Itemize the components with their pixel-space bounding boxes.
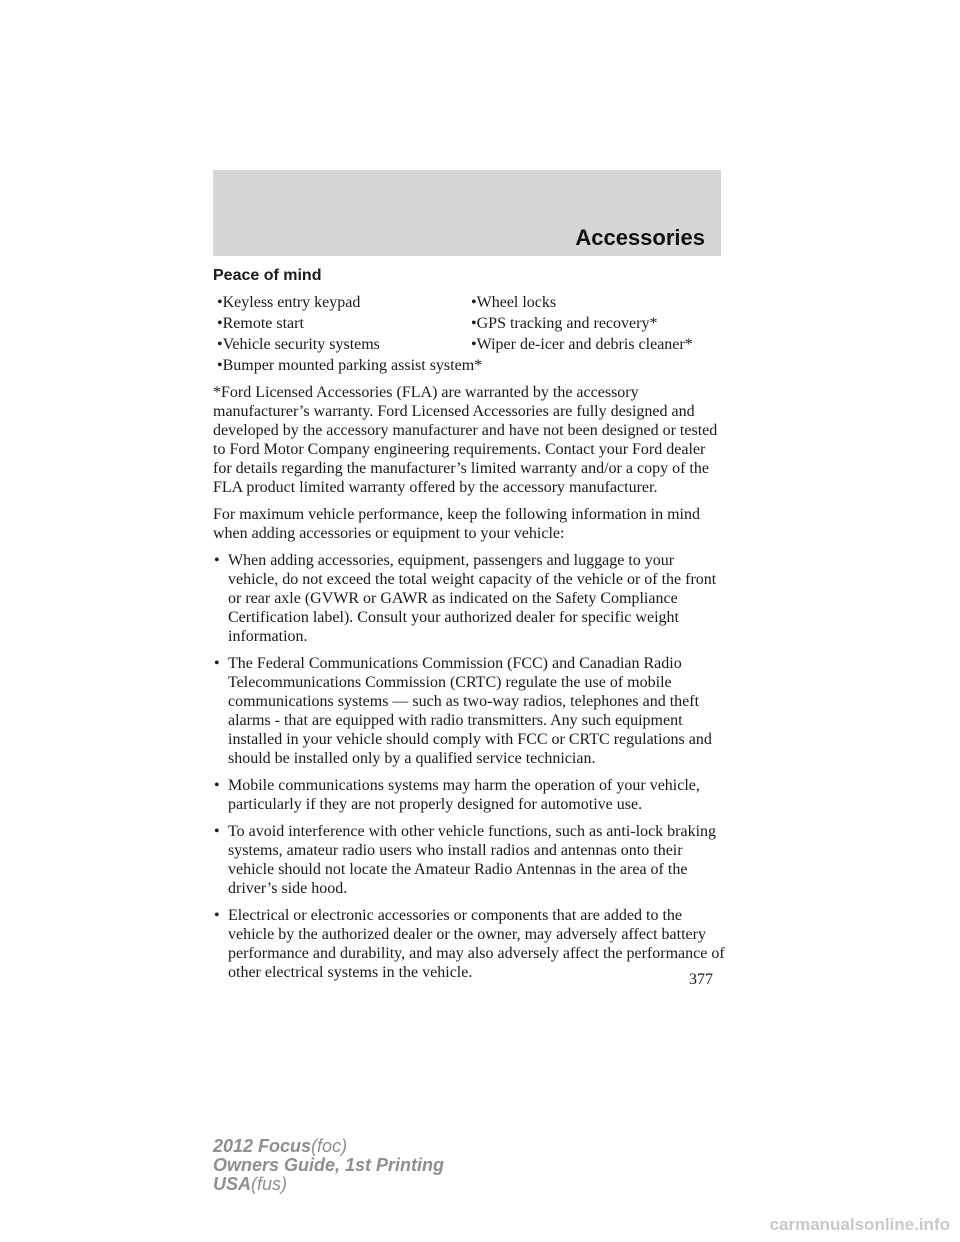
bullet-glyph: • <box>471 315 477 332</box>
guidance-item <box>213 654 725 768</box>
bullet-glyph: • <box>214 777 220 794</box>
guidance-text: Electrical or electronic accessories or components that are added to the vehicle by the authorized dealer or the owner, may adversely affect battery performance and durability, and may also adversely affect the performance of other electrical systems in the vehicle. <box>228 907 725 981</box>
bullet-glyph: • <box>471 336 477 353</box>
list-item-text: Vehicle security systems <box>222 336 380 353</box>
accessory-list <box>217 293 725 354</box>
guidance-text: When adding accessories, equipment, passengers and luggage to your vehicle, do not exceed the total weight capacity of the vehicle or of the front or rear axle (GVWR or GAWR as indicated on the Safety Compliance Certification label). Consult your authorized dealer for specific weight information. <box>228 552 717 645</box>
list-item-text: Keyless entry keypad <box>222 294 361 311</box>
guidance-item <box>213 551 725 646</box>
list-item <box>217 335 471 354</box>
bullet-glyph: • <box>217 336 223 353</box>
print-footer <box>213 1137 444 1194</box>
bullet-glyph: • <box>471 294 477 311</box>
section-title: Accessories <box>575 225 705 250</box>
list-item <box>217 293 471 312</box>
guidance-list <box>213 551 725 982</box>
list-item-text: GPS tracking and recovery* <box>476 315 658 332</box>
section-header-band <box>213 170 721 256</box>
list-item <box>471 335 725 354</box>
guidance-item <box>213 776 725 814</box>
list-item <box>217 314 471 333</box>
list-item-text: Wheel locks <box>476 294 557 311</box>
footer-market-code: (fus) <box>251 1174 288 1194</box>
list-item <box>217 356 725 375</box>
bullet-glyph: • <box>214 655 220 672</box>
watermark: carmanualsonline.info <box>769 1215 950 1234</box>
footer-market: USA <box>213 1174 252 1194</box>
list-item-text: Remote start <box>222 315 304 332</box>
guidance-item <box>213 906 725 982</box>
list-item-text: Bumper mounted parking assist system* <box>222 357 483 374</box>
list-item <box>471 293 725 312</box>
list-item-text: Wiper de-icer and debris cleaner* <box>476 336 693 353</box>
page-content <box>213 266 725 990</box>
subsection-heading: Peace of mind <box>213 267 322 284</box>
bullet-glyph: • <box>217 294 223 311</box>
footer-line <box>213 1137 444 1156</box>
performance-intro-paragraph: For maximum vehicle performance, keep the following information in mind when adding accessories or equipment to your vehicle: <box>213 506 700 542</box>
fla-warranty-paragraph: *Ford Licensed Accessories (FLA) are warranted by the accessory manufacturer’s warranty. Ford Licensed Accessories are fully designed and developed by the accessory manufacturer and have not been designed or tested to Ford Motor Company engineering requirements. Contact your Ford dealer for details regarding the manufacturer’s limited warranty and/or a copy of the FLA product limited warranty offered by the accessory manufacturer. <box>213 384 718 496</box>
bullet-glyph: • <box>217 315 223 332</box>
footer-line <box>213 1175 444 1194</box>
guidance-text: Mobile communications systems may harm the operation of your vehicle, particularly if they are not properly designed for automotive use. <box>228 777 700 813</box>
list-item <box>471 314 725 333</box>
guidance-text: To avoid interference with other vehicle functions, such as anti-lock braking systems, amateur radio users who install radios and antennas onto their vehicle should not locate the Amateur Radio Antennas in the area of the driver’s side hood. <box>228 823 717 897</box>
footer-model-code: (foc) <box>311 1136 348 1156</box>
bullet-glyph: • <box>217 357 223 374</box>
bullet-glyph: • <box>214 552 220 569</box>
bullet-glyph: • <box>214 823 220 840</box>
page-number: 377 <box>689 971 713 988</box>
guidance-item <box>213 822 725 898</box>
footer-model: 2012 Focus <box>213 1136 312 1156</box>
bullet-glyph: • <box>214 907 220 924</box>
footer-printing: Owners Guide, 1st Printing <box>213 1155 445 1175</box>
guidance-text: The Federal Communications Commission (FCC) and Canadian Radio Telecommunications Commission (CRTC) regulate the use of mobile communications systems — such as two-way radios, telephones and theft alarms - that are equipped with radio transmitters. Any such equipment installed in your vehicle should comply with FCC or CRTC regulations and should be installed only by a qualified service technician. <box>228 655 712 767</box>
